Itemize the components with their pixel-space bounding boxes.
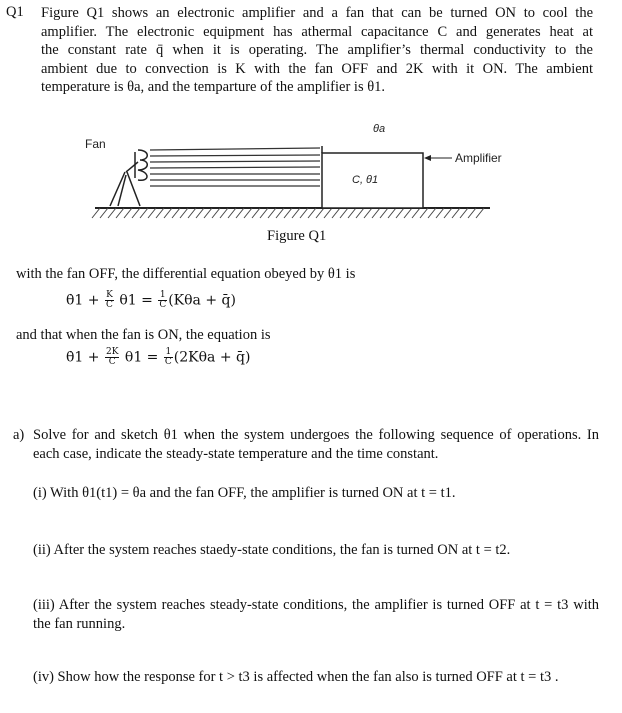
amplifier-pointer-arrow	[424, 155, 452, 161]
fan-label: Fan	[85, 137, 106, 151]
fan-off-text: with the fan OFF, the differential equation obeyed by θ1 is	[16, 266, 356, 282]
airflow-lines	[150, 148, 320, 186]
eq-off-fraction-k-over-c: $\frac{K}{C}$	[105, 290, 113, 310]
equation-fan-on	[66, 348, 250, 367]
figure-caption: Figure Q1	[267, 228, 327, 244]
intro-line: amplifier. The electronic equipment has athermal capacitance C and generates heat at	[41, 23, 593, 40]
intro-line: ambient due to convection is K with the fan OFF and 2K with it ON. The ambient	[41, 60, 593, 77]
eq-on-mid: θ1 =	[124, 349, 159, 366]
intro-line: the constant rate q̄ when it is operating. The amplifier’s thermal conductivity to the	[41, 42, 593, 58]
part-a-item-iii: (iii) After the system reaches steady-state conditions, the amplifier is turned OFF at t = t3 with the fan running.	[33, 597, 599, 632]
eq-on-rhs: (2Kθa + q̄)	[173, 349, 251, 366]
intro-line: Figure Q1 shows an electronic amplifier and a fan that can be turned ON to cool the	[41, 5, 593, 21]
part-a-item-iv: (iv) Show how the response for t > t3 is affected when the fan also is turned OFF at t = t3 .	[33, 669, 559, 685]
eq-off-rhs: (Kθa + q̄)	[168, 292, 236, 309]
eq-on-fraction-one-over-c: $\frac{1}{C}$	[164, 347, 172, 367]
ground-hatching	[92, 208, 484, 218]
intro-line: temperature is θa, and the temparture of the amplifier is θ1.	[41, 79, 386, 95]
theta-a-label: θa	[373, 123, 386, 135]
eq-on-lhs: θ̇1 +	[66, 349, 100, 366]
figure-q1-diagram	[0, 110, 622, 225]
fan-icon	[110, 150, 147, 206]
part-a-item-i: (i) With θ1(t1) = θa and the fan OFF, the amplifier is turned ON at t = t1.	[33, 485, 456, 501]
equation-fan-off	[66, 291, 236, 310]
amplifier-label: Amplifier	[455, 151, 502, 165]
eq-off-fraction-one-over-c: $\frac{1}{C}$	[159, 290, 167, 310]
block-label: C, θ1	[352, 174, 379, 186]
part-a-letter: a)	[13, 427, 25, 443]
question-intro	[41, 4, 593, 97]
eq-off-mid: θ1 =	[119, 292, 153, 309]
eq-off-lhs: θ̇1 +	[66, 292, 100, 309]
part-a-instruction: Solve for and sketch θ1 when the system undergoes the following sequence of operations. In each case, indicate the steady-state temperature and the time constant.	[33, 427, 599, 462]
fan-on-text: and that when the fan is ON, the equation is	[16, 327, 271, 343]
question-number: Q1	[6, 4, 24, 20]
eq-on-fraction-2k-over-c: $\frac{2K}{C}$	[105, 347, 119, 367]
part-a-item-ii: (ii) After the system reaches staedy-state conditions, the fan is turned ON at t = t2.	[33, 542, 511, 558]
